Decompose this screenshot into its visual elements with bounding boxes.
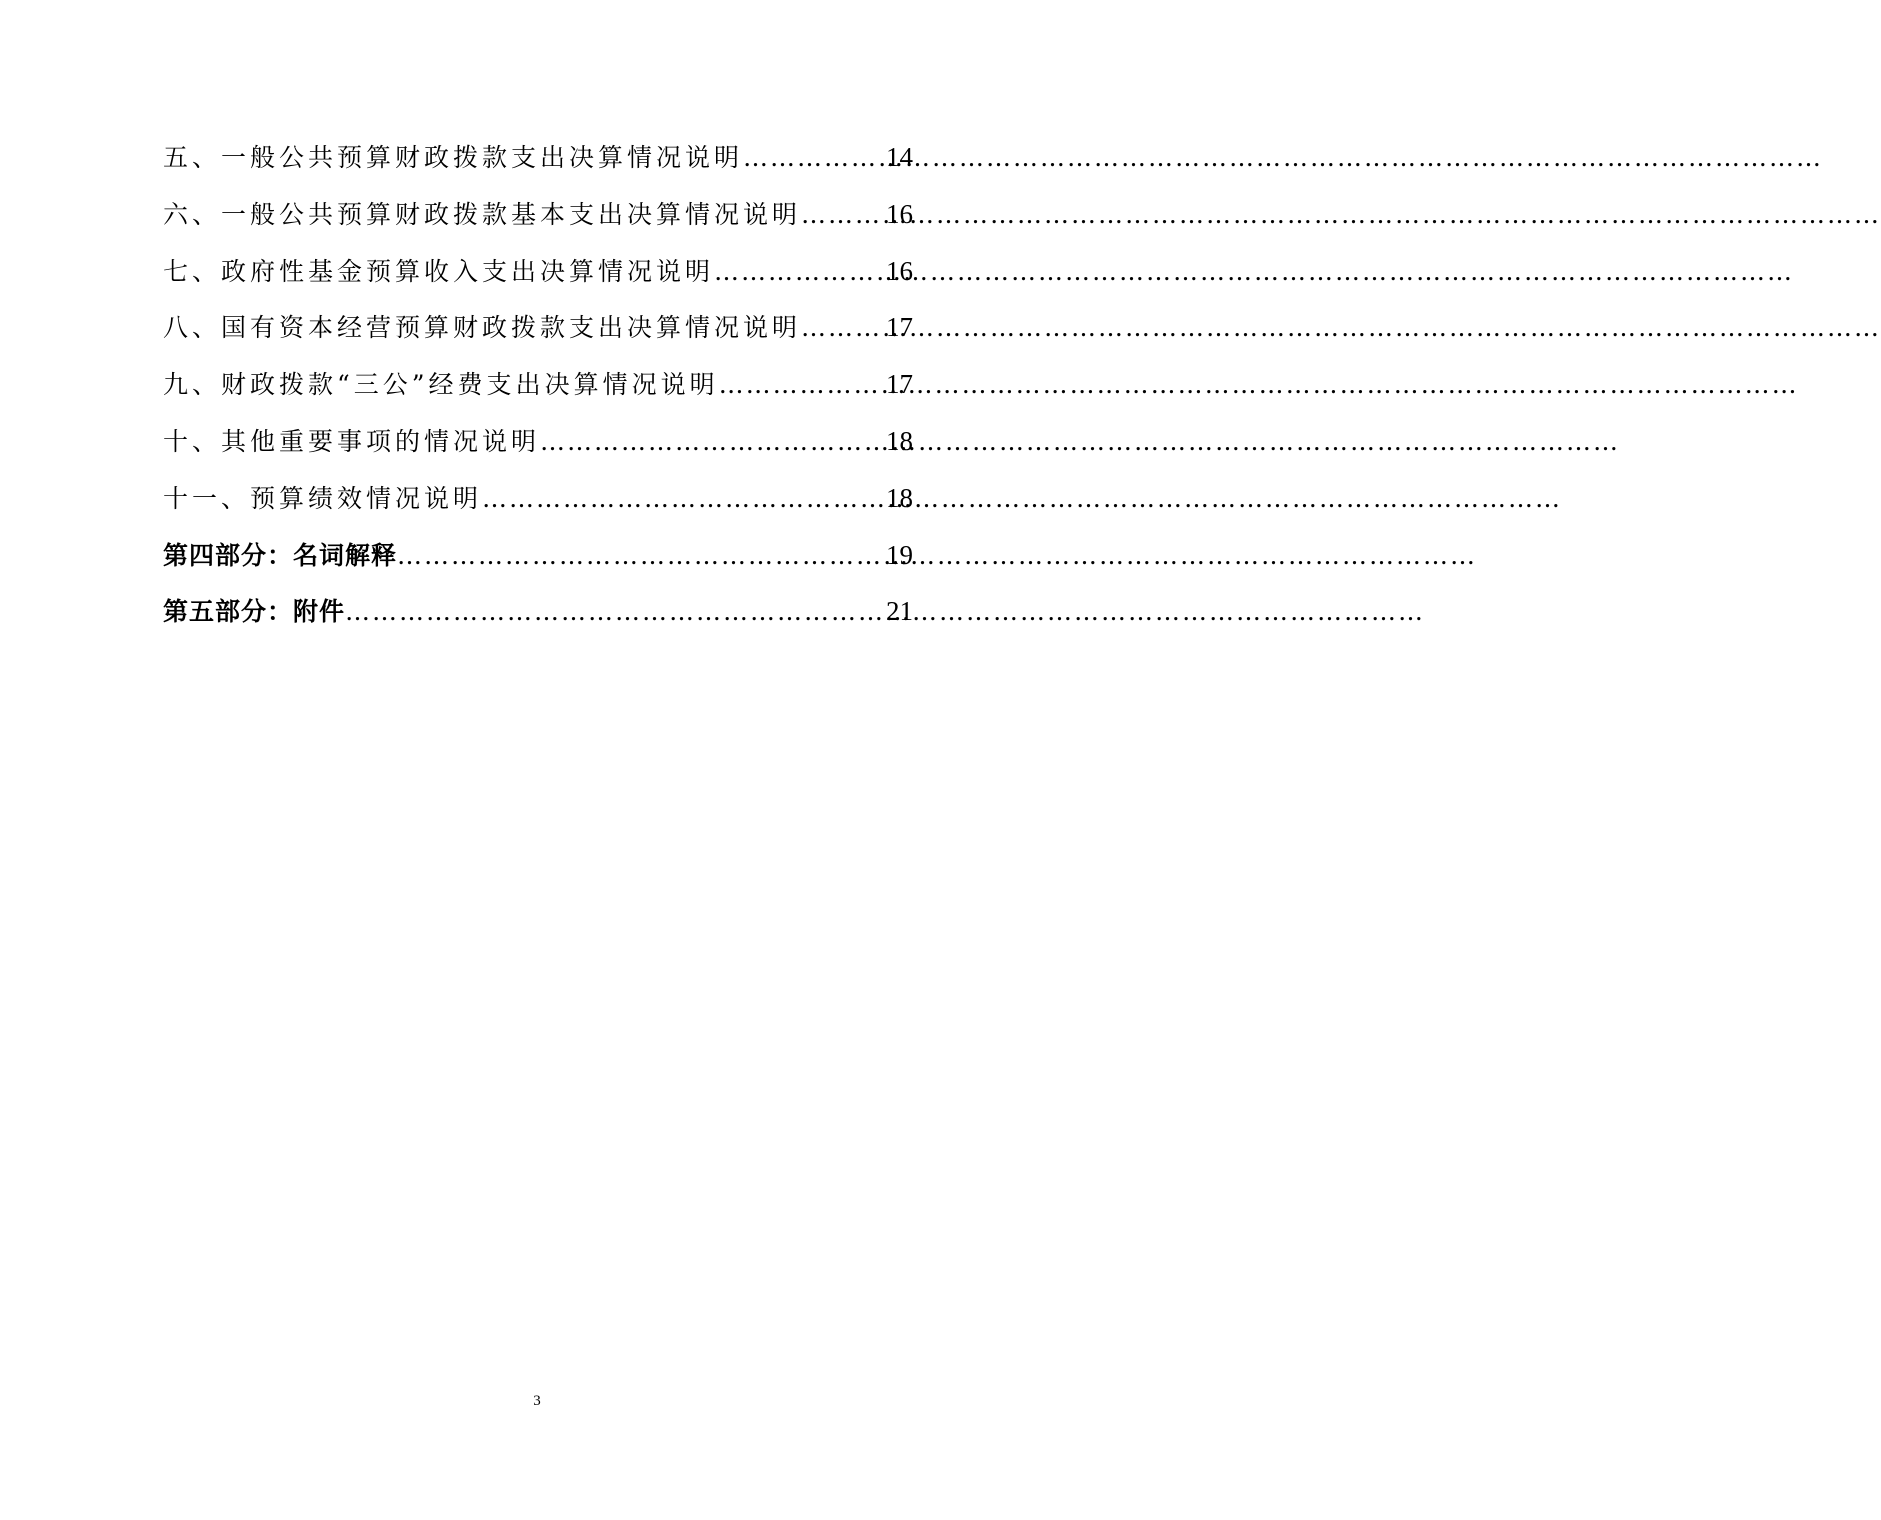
toc-entry-page: 19: [886, 539, 913, 570]
toc-entry-page: 18: [886, 482, 913, 513]
toc-entry-page: 17: [886, 369, 913, 400]
toc-entry[interactable]: [163, 365, 913, 422]
dot-leader: [801, 313, 884, 342]
dot-leader: [397, 541, 884, 570]
toc-entry-title: 十、其他重要事项的情况说明: [163, 426, 541, 456]
toc-entry[interactable]: [163, 422, 913, 479]
dot-leader: [540, 427, 884, 456]
toc-entry[interactable]: [163, 195, 913, 252]
toc-entry-title: 十一、预算绩效情况说明: [163, 483, 483, 513]
table-of-contents: [163, 138, 913, 649]
toc-part-title: 第四部分：名词解释: [163, 540, 398, 570]
toc-entry-title: 五、一般公共预算财政拨款支出决算情况说明: [163, 143, 744, 172]
toc-part-entry[interactable]: [163, 536, 913, 593]
dot-leader: [482, 484, 884, 513]
toc-entry-title: 九、财政拨款“三公”经费支出决算情况说明: [163, 370, 719, 400]
page-number: 3: [533, 1393, 541, 1409]
toc-entry[interactable]: [163, 479, 913, 536]
toc-entry[interactable]: [163, 308, 913, 365]
toc-entry[interactable]: [163, 138, 913, 195]
toc-entry-title: 七、政府性基金预算收入支出决算情况说明: [163, 256, 715, 286]
toc-entry-page: 21: [886, 596, 913, 627]
dot-leader: [714, 257, 884, 286]
toc-entry-title: 六、一般公共预算财政拨款基本支出决算情况说明: [163, 199, 802, 229]
dot-leader: [801, 200, 884, 229]
toc-entry-page: 14: [886, 142, 913, 172]
toc-entry-title: 八、国有资本经营预算财政拨款支出决算情况说明: [163, 313, 802, 343]
toc-entry-page: 16: [886, 198, 913, 229]
dot-leader: [743, 143, 884, 172]
toc-entry-page: 17: [886, 312, 913, 343]
toc-entry-page: 18: [886, 425, 913, 456]
dot-leader: [345, 597, 884, 626]
toc-entry-page: 16: [886, 255, 913, 286]
toc-entry[interactable]: [163, 252, 913, 309]
toc-part-title: 第五部分：附件: [163, 597, 346, 627]
dot-leader: [719, 370, 884, 399]
toc-part-entry[interactable]: [163, 592, 913, 649]
